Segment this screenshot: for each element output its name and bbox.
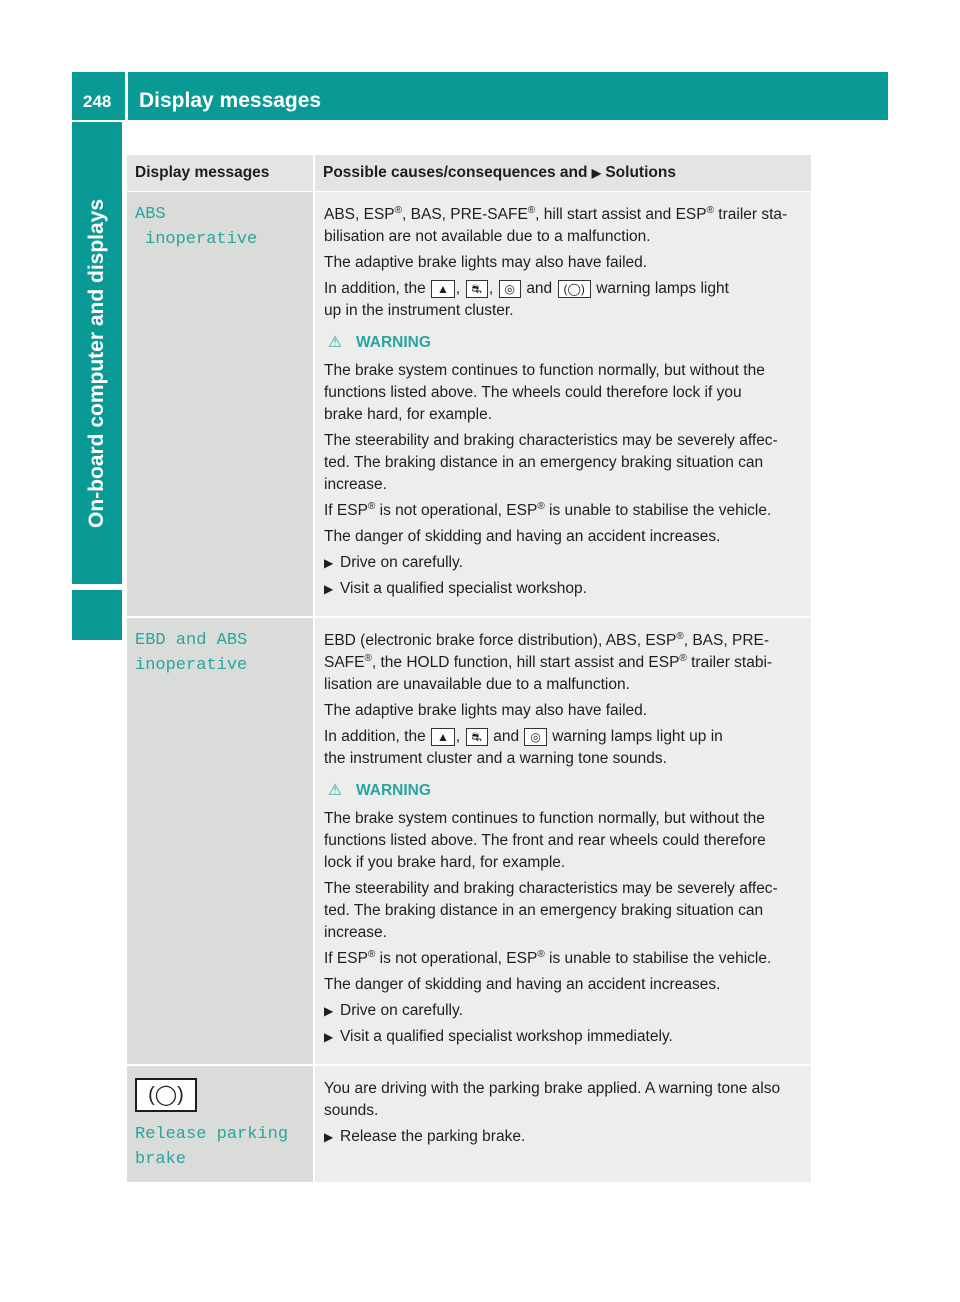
solution-step (324, 578, 803, 600)
warning-label: WARNING (356, 782, 431, 799)
warning-paragraph (324, 808, 803, 874)
solution-step (324, 1000, 803, 1022)
display-message-line: EBD and ABS (135, 631, 248, 650)
text-segment: functions listed above. The wheels could therefore lock if you (324, 384, 742, 401)
text-segment: the instrument cluster and a warning tone sounds. (324, 750, 667, 767)
text-segment: ted. The braking distance in an emergency braking situation can (324, 902, 764, 919)
text-segment: brake hard, for example. (324, 406, 493, 423)
cause-paragraph (324, 278, 803, 322)
column-header-display-messages: Display messages (127, 155, 313, 192)
step-text: Visit a qualified specialist workshop. (340, 580, 587, 597)
comma: , (488, 280, 494, 297)
display-messages-table (127, 155, 811, 1184)
display-message-cell (127, 1066, 313, 1184)
text-segment: and (526, 280, 553, 297)
text-segment: SAFE (324, 654, 365, 671)
arrow-icon: ▶ (324, 1004, 334, 1018)
text-segment: functions listed above. The front and rear wheels could therefore (324, 832, 766, 849)
cause-paragraph: The adaptive brake lights may also have failed. (324, 702, 648, 719)
arrow-icon: ▶ (324, 556, 334, 570)
page-title: Display messages (139, 89, 322, 112)
warning-paragraph (324, 360, 803, 426)
text-segment: The brake system continues to function normally, but without the (324, 810, 765, 827)
step-text: Drive on carefully. (340, 554, 463, 571)
text-segment: up in the instrument cluster. (324, 302, 514, 319)
text-segment: , hill start assist and ESP (535, 206, 707, 223)
cause-paragraph (324, 1078, 803, 1122)
causes-cell (313, 618, 811, 1066)
table-row (127, 618, 811, 1066)
display-message-cell (127, 192, 313, 618)
registered-mark: ® (364, 652, 372, 664)
display-message-line: inoperative (135, 656, 248, 675)
text-segment: is unable to stabilise the vehicle. (544, 950, 772, 967)
cause-paragraph (324, 726, 803, 770)
column-header-solutions-text: Solutions (605, 164, 676, 181)
comma: , (455, 728, 461, 745)
column-header-causes (313, 155, 811, 192)
registered-mark: ® (367, 500, 376, 512)
causes-cell (313, 192, 811, 618)
display-message-line: Release parking (135, 1125, 289, 1144)
registered-mark: ® (367, 948, 376, 960)
text-segment: EBD (electronic brake force distribution), ABS, ESP (324, 632, 677, 649)
text-segment: ted. The braking distance in an emergency braking situation can (324, 454, 764, 471)
text-segment: The steerability and braking characteristics may be severely affec- (324, 432, 778, 449)
text-segment: In addition, the (324, 728, 426, 745)
comma: , (455, 280, 461, 297)
display-message-line: ABS (135, 205, 166, 224)
page-number: 248 (83, 92, 112, 111)
cause-paragraph (324, 630, 803, 696)
skid-warning-icon: ▲ (431, 280, 455, 298)
esp-off-icon: ⛐ (466, 280, 488, 298)
cause-paragraph: The adaptive brake lights may also have failed. (324, 254, 648, 271)
text-segment: If ESP (324, 502, 368, 519)
registered-mark: ® (706, 204, 714, 216)
text-segment: bilisation are not available due to a malfunction. (324, 228, 651, 245)
step-text: Release the parking brake. (340, 1128, 526, 1145)
cause-paragraph (324, 204, 803, 248)
warning-heading (324, 780, 803, 802)
column-header-causes-text: Possible causes/consequences and (323, 164, 588, 181)
registered-mark: ® (527, 204, 536, 216)
step-text: Drive on carefully. (340, 1002, 463, 1019)
solution-step (324, 552, 803, 574)
text-segment: sounds. (324, 1102, 379, 1119)
text-segment: ABS, ESP (324, 206, 395, 223)
warning-paragraph: The danger of skidding and having an accident increases. (324, 976, 721, 993)
text-segment: lock if you brake hard, for example. (324, 854, 566, 871)
table-row (127, 192, 811, 618)
text-segment: , BAS, PRE-SAFE (402, 206, 528, 223)
solution-step (324, 1026, 803, 1048)
text-segment: warning lamps light (596, 280, 729, 297)
warning-paragraph (324, 878, 803, 944)
text-segment: In addition, the (324, 280, 426, 297)
text-segment: is not operational, ESP (375, 502, 538, 519)
text-segment: , the HOLD function, hill start assist and ESP (371, 654, 680, 671)
registered-mark: ® (394, 204, 403, 216)
esp-off-icon: ⛐ (466, 728, 488, 746)
warning-paragraph: The danger of skidding and having an accident increases. (324, 528, 721, 545)
arrow-icon: ▶ (591, 166, 602, 180)
header-divider (125, 72, 128, 120)
display-message-cell (127, 618, 313, 1066)
display-message-line (135, 227, 305, 252)
text-segment: lisation are unavailable due to a malfunction. (324, 676, 630, 693)
warning-heading (324, 332, 803, 354)
skid-warning-icon: ▲ (431, 728, 455, 746)
brake-icon: (◯) (558, 280, 591, 298)
table-row (127, 1066, 811, 1184)
text-segment: If ESP (324, 950, 368, 967)
display-message-line: brake (135, 1150, 187, 1169)
text-segment: and (493, 728, 520, 745)
brake-icon: (◯) (135, 1078, 197, 1112)
text-segment: is not operational, ESP (375, 950, 538, 967)
warning-triangle-icon: ⚠ (328, 782, 342, 799)
warning-paragraph (324, 500, 803, 522)
warning-label: WARNING (356, 334, 431, 351)
text-segment: warning lamps light up in (552, 728, 723, 745)
side-tab-label: On-board computer and displays (85, 198, 108, 528)
abs-icon: ◎ (524, 728, 546, 746)
registered-mark: ® (537, 500, 545, 512)
registered-mark: ® (679, 652, 687, 664)
causes-cell (313, 1066, 811, 1184)
display-message-line-text: inoperative (145, 230, 258, 249)
text-segment: is unable to stabilise the vehicle. (544, 502, 772, 519)
warning-triangle-icon: ⚠ (328, 334, 342, 351)
text-segment: trailer stabi- (686, 654, 773, 671)
step-text: Visit a qualified specialist workshop immediately. (340, 1028, 673, 1045)
text-segment: increase. (324, 924, 387, 941)
warning-paragraph (324, 430, 803, 496)
solution-step (324, 1126, 803, 1148)
registered-mark: ® (537, 948, 545, 960)
text-segment: You are driving with the parking brake applied. A warning tone also (324, 1080, 781, 1097)
text-segment: The steerability and braking characteristics may be severely affec- (324, 880, 778, 897)
warning-paragraph (324, 948, 803, 970)
abs-icon: ◎ (499, 280, 521, 298)
text-segment: trailer sta- (713, 206, 788, 223)
arrow-icon: ▶ (324, 1030, 334, 1044)
text-segment: The brake system continues to function normally, but without the (324, 362, 765, 379)
arrow-icon: ▶ (324, 1130, 334, 1144)
side-tab-marker (72, 590, 122, 640)
arrow-icon: ▶ (324, 582, 334, 596)
registered-mark: ® (676, 630, 684, 642)
text-segment: , BAS, PRE- (683, 632, 770, 649)
text-segment: increase. (324, 476, 387, 493)
